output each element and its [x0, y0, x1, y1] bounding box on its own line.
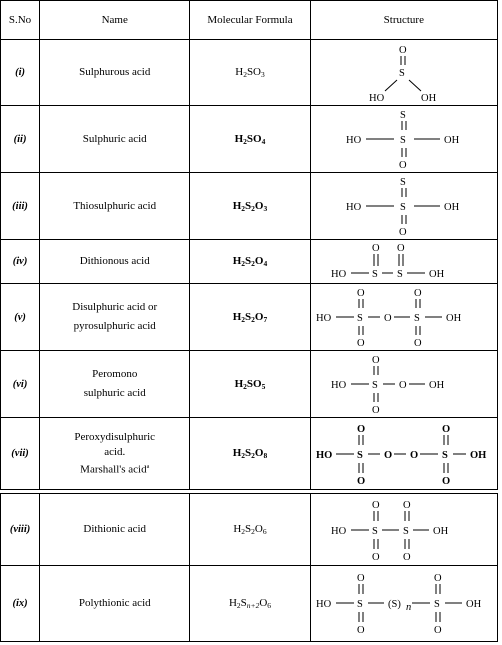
- name-cell: Disulphuric acid or pyrosulphuric acid: [40, 284, 190, 351]
- table-row: [1, 418, 498, 490]
- formula-cell: $H_2S_2O_8$: [190, 418, 310, 490]
- sno-cell: (vii): [1, 418, 40, 490]
- sno-cell: (v): [1, 284, 40, 351]
- structure-cell: [310, 240, 497, 284]
- table-row: [1, 40, 498, 106]
- table-row: [1, 106, 498, 173]
- sno-cell: (iv): [1, 240, 40, 284]
- svg-text:HO: HO: [315, 598, 331, 610]
- svg-text:n: n: [405, 601, 412, 613]
- svg-text:O: O: [433, 624, 442, 636]
- name-cell: Sulphuric acid: [40, 106, 190, 173]
- formula-cell: $H_2S_2O_4$: [190, 240, 310, 284]
- structure-cell: [310, 494, 497, 566]
- structure-thiosulphuric: [344, 175, 464, 237]
- svg-text:O: O: [413, 288, 422, 299]
- structure-cell: [310, 351, 497, 418]
- svg-text:OH: OH: [428, 268, 444, 280]
- svg-text:O: O: [398, 160, 407, 170]
- svg-text:S: S: [371, 380, 378, 391]
- svg-text:OH: OH: [469, 449, 487, 461]
- svg-text:O: O: [409, 449, 418, 461]
- table-row: [1, 494, 498, 566]
- svg-text:S: S: [399, 110, 406, 121]
- svg-text:S: S: [402, 525, 409, 537]
- name-cell: Thiosulphuric acid: [40, 173, 190, 240]
- name-cell: Peromono sulphuric acid: [40, 351, 190, 418]
- sno-cell: (i): [1, 40, 40, 106]
- svg-text:O: O: [398, 44, 407, 56]
- svg-text:O: O: [398, 380, 407, 391]
- svg-text:HO: HO: [315, 313, 331, 324]
- svg-text:O: O: [402, 551, 411, 563]
- formula-cell: $H_2S_{n+2}O_6$: [190, 566, 310, 642]
- svg-text:O: O: [398, 227, 407, 237]
- svg-text:S: S: [413, 313, 420, 324]
- svg-text:S: S: [398, 67, 405, 79]
- formula-cell: $H_2S_2O_6$: [190, 494, 310, 566]
- svg-text:S: S: [356, 598, 363, 610]
- svg-text:S: S: [396, 268, 403, 280]
- formula-cell: $H_2S_2O_3$: [190, 173, 310, 240]
- svg-text:O: O: [371, 405, 380, 415]
- svg-text:O: O: [383, 449, 392, 461]
- name-cell: Sulphurous acid: [40, 40, 190, 106]
- structure-sulphuric: [344, 108, 464, 170]
- sno-cell: (vi): [1, 351, 40, 418]
- table-row: [1, 566, 498, 642]
- name-cell: Dithionic acid: [40, 494, 190, 566]
- header-structure: Structure: [310, 1, 497, 40]
- svg-text:O: O: [441, 423, 450, 435]
- structure-dithionic: [329, 497, 479, 563]
- name-cell: Peroxydisulphuric acid. Marshall's acid$^a$: [40, 418, 190, 490]
- name-cell: Polythionic acid: [40, 566, 190, 642]
- structure-polythionic: [314, 570, 494, 638]
- sno-cell: (viii): [1, 494, 40, 566]
- header-sno: S.No: [1, 1, 40, 40]
- svg-text:S: S: [399, 135, 406, 146]
- formula-cell: $H_2S_2O_7$: [190, 284, 310, 351]
- svg-text:HO: HO: [315, 449, 333, 461]
- structure-cell: [310, 106, 497, 173]
- svg-text:(S): (S): [387, 598, 401, 610]
- svg-text:OH: OH: [428, 380, 444, 391]
- svg-text:O: O: [371, 551, 380, 563]
- structure-cell: [310, 40, 497, 106]
- structure-cell: [310, 566, 497, 642]
- svg-text:OH: OH: [445, 313, 461, 324]
- structure-cell: [310, 418, 497, 490]
- svg-text:S: S: [441, 449, 448, 461]
- formula-cell: $H_2SO_3$: [190, 40, 310, 106]
- header-formula: Molecular Formula: [190, 1, 310, 40]
- svg-text:O: O: [356, 338, 365, 348]
- table-row: [1, 240, 498, 284]
- svg-text:O: O: [383, 313, 392, 324]
- svg-text:OH: OH: [420, 92, 436, 104]
- svg-text:HO: HO: [368, 92, 384, 104]
- structure-dithionous: [329, 241, 479, 283]
- sno-cell: (iii): [1, 173, 40, 240]
- svg-text:HO: HO: [330, 268, 346, 280]
- table-row: [1, 173, 498, 240]
- sno-cell: (ix): [1, 566, 40, 642]
- svg-text:O: O: [396, 242, 405, 254]
- svg-text:O: O: [356, 624, 365, 636]
- name-cell: Dithionous acid: [40, 240, 190, 284]
- structure-peromonosulphuric: [329, 353, 479, 415]
- svg-text:O: O: [433, 572, 442, 584]
- structure-peroxydisulphuric: [314, 421, 494, 487]
- svg-text:O: O: [441, 475, 450, 487]
- svg-text:O: O: [371, 242, 380, 254]
- structure-cell: [310, 173, 497, 240]
- svg-text:S: S: [433, 598, 440, 610]
- svg-text:HO: HO: [345, 202, 361, 213]
- structure-disulphuric: [314, 286, 494, 348]
- svg-text:O: O: [371, 499, 380, 511]
- svg-text:S: S: [399, 177, 406, 188]
- svg-text:O: O: [356, 572, 365, 584]
- header-name: Name: [40, 1, 190, 40]
- table-row: [1, 284, 498, 351]
- svg-text:HO: HO: [330, 380, 346, 391]
- svg-text:O: O: [413, 338, 422, 348]
- svg-text:O: O: [356, 288, 365, 299]
- svg-text:S: S: [356, 449, 363, 461]
- svg-text:S: S: [371, 525, 378, 537]
- formula-cell: $H_2SO_4$: [190, 106, 310, 173]
- svg-text:O: O: [371, 355, 380, 366]
- header-row: [1, 1, 498, 40]
- svg-text:O: O: [356, 475, 365, 487]
- svg-text:S: S: [371, 268, 378, 280]
- svg-text:S: S: [399, 202, 406, 213]
- table-row: [1, 351, 498, 418]
- svg-text:OH: OH: [432, 525, 448, 537]
- svg-text:HO: HO: [345, 135, 361, 146]
- formula-cell: $H_2SO_5$: [190, 351, 310, 418]
- structure-sulphurous: [359, 41, 449, 105]
- sno-cell: (ii): [1, 106, 40, 173]
- svg-text:OH: OH: [443, 135, 459, 146]
- svg-text:HO: HO: [330, 525, 346, 537]
- svg-text:OH: OH: [465, 598, 481, 610]
- structure-cell: [310, 284, 497, 351]
- svg-text:O: O: [402, 499, 411, 511]
- svg-text:O: O: [356, 423, 365, 435]
- svg-text:S: S: [356, 313, 363, 324]
- svg-text:OH: OH: [443, 202, 459, 213]
